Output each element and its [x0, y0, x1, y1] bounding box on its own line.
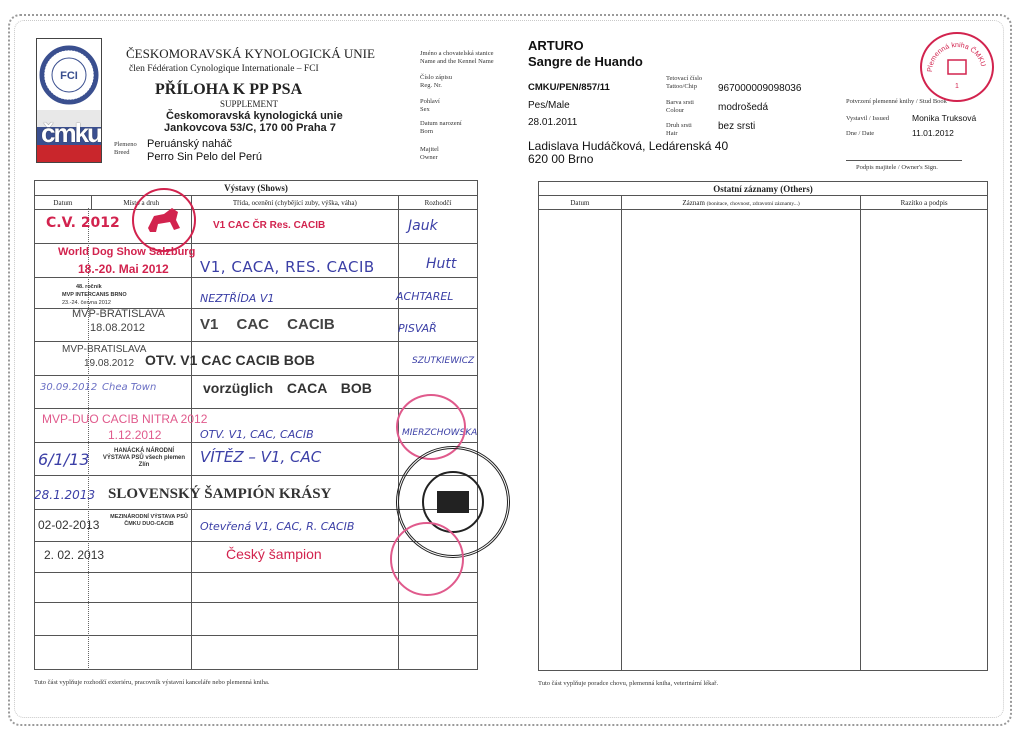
fci-member: člen Fédération Cynologique Internationale – FCI	[129, 64, 319, 74]
entry-3-date: 48. ročník	[76, 284, 102, 290]
shows-caption: Výstavy (Shows)	[35, 181, 478, 196]
cmku-fci-logo	[36, 38, 100, 162]
entry-4-place: 18.08.2012	[90, 322, 146, 334]
entry-5-class: OTV. V1 CAC CACIB BOB	[145, 352, 315, 368]
entry-7-place: 1.12.2012	[108, 428, 162, 442]
breed-label-en: Breed	[114, 149, 130, 156]
owner-line-2: 620 00 Brno	[528, 152, 594, 166]
col-class: Třída, ocenění (chybějící zuby, výška, váha)	[191, 195, 398, 210]
dog-name: ARTURO	[528, 38, 584, 53]
entry-5-judge: SZUTKIEWICZ	[412, 356, 475, 366]
breed-cz: Peruánský naháč	[147, 138, 232, 150]
entry-7-date: MVP-DUO CACIB NITRA 2012	[42, 412, 208, 426]
entry-11-date: 2. 02. 2013	[44, 548, 105, 562]
stud-issued-by: Monika Truksová	[912, 113, 977, 123]
entry-3-place: MVP INTERCANIS BRNO	[62, 292, 127, 298]
pink-champion-stamp	[390, 522, 464, 596]
entry-9-date: 28.1.2013	[34, 488, 96, 502]
dog-sex: Pes/Male	[528, 100, 570, 111]
stud-book-stamp	[920, 32, 994, 102]
colour-label-en: Colour	[666, 107, 685, 114]
tattoo-label-en: Tattoo/Chip	[666, 83, 697, 90]
svg-text:Plemenná kniha ČMKU	[927, 42, 986, 72]
name-label-en: Name and the Kennel Name	[420, 58, 494, 65]
col-place: Místo a druh	[91, 195, 191, 210]
shows-row-class	[191, 573, 398, 602]
name-label-cz: Jméno a chovatelská stanice	[420, 50, 494, 57]
colour-label-cz: Barva srsti	[666, 99, 694, 106]
entry-4-judge: PISVAŘ	[398, 322, 437, 335]
stud-stamp-text: Plemenná kniha ČMKU	[926, 42, 987, 73]
entry-10-date: 02-02-2013	[38, 518, 100, 532]
shows-row-judge	[399, 602, 478, 636]
sex-label-cz: Pohlaví	[420, 98, 440, 105]
others-col-date: Datum	[539, 196, 622, 210]
stud-stamp-num: 1	[955, 83, 959, 90]
shows-row-class	[191, 602, 398, 636]
breed-label-cz: Plemeno	[114, 141, 137, 148]
entry-4-class: V1 CAC CACIB	[200, 316, 335, 333]
others-table	[538, 181, 988, 671]
stamp-emblem-icon	[922, 34, 992, 100]
owner-line-1: Ladislava Hudáčková, Ledárenská 40	[528, 139, 729, 153]
breed-en: Perro Sin Pelo del Perú	[147, 151, 262, 163]
entry-7-judge: MIERZCHOWSKA	[402, 428, 478, 438]
page-title: PŘÍLOHA K PP PSA	[155, 81, 303, 98]
cv-stamp	[132, 188, 196, 252]
entry-2-judge: Hutt	[426, 256, 457, 272]
entry-10-class: Otevřená V1, CAC, R. CACIB	[200, 520, 355, 533]
entry-6-class: vorzüglich CACA BOB	[203, 380, 372, 396]
others-col-record-label: Záznam	[682, 198, 705, 207]
shows-row	[35, 573, 192, 602]
org-name: ČESKOMORAVSKÁ KYNOLOGICKÁ UNIE	[126, 46, 375, 61]
shows-row	[35, 636, 192, 670]
tattoo-label-cz: Tetovací číslo	[666, 75, 703, 82]
others-cell-record	[621, 210, 860, 671]
entry-5-place: 19.08.2012	[84, 358, 135, 369]
owner-label-cz: Majitel	[420, 146, 439, 153]
entry-2-date: World Dog Show Salzburg	[58, 246, 196, 258]
stud-date: 11.01.2012	[912, 128, 954, 138]
entry-10-place: MEZINÁRODNÍ VÝSTAVA PSŮ ČMKU DUO-CACIB	[110, 514, 188, 527]
stud-date-label: Dne / Date	[846, 130, 875, 137]
owner-sign-label: Podpis majitele / Owner's Sign.	[856, 164, 938, 171]
org-address-2: Jankovcova 53/C, 170 00 Praha 7	[164, 122, 336, 134]
date-place-divider	[88, 208, 89, 670]
dog-colour: modrošedá	[718, 102, 769, 113]
fci-emblem-icon	[37, 39, 101, 111]
entry-3-judge: ACHTAREL	[396, 290, 454, 303]
chip-no: 967000009098036	[718, 83, 802, 94]
fci-center-text: FCI	[60, 70, 78, 82]
reg-label-cz: Číslo zápisu	[420, 74, 452, 81]
entry-8-date: 6/1/13	[38, 450, 90, 469]
others-col-stamp: Razítko a podpis	[861, 196, 988, 210]
col-date: Datum	[35, 195, 92, 210]
shows-footer: Tuto část vyplňuje rozhodčí exteriéru, pracovník výstavní kanceláře nebo plemenná kniha.	[34, 679, 270, 686]
sex-label-en: Sex	[420, 106, 430, 113]
entry-8-class: VÍTĚZ – V1, CAC	[200, 448, 322, 466]
org-address-1: Českomoravská kynologická unie	[166, 110, 343, 122]
reg-label-en: Reg. Nr.	[420, 82, 442, 89]
dog-kennel: Sangre de Huando	[528, 54, 643, 69]
owner-sign-line	[846, 160, 962, 161]
col-judge: Rozhodčí	[399, 195, 478, 210]
born-label-en: Born	[420, 128, 433, 135]
others-cell-stamp	[861, 210, 988, 671]
hair-label-cz: Druh srsti	[666, 122, 692, 129]
shows-row	[35, 602, 192, 636]
born-label-cz: Datum narození	[420, 120, 462, 127]
shows-row-class	[191, 636, 398, 670]
shows-row-judge	[399, 636, 478, 670]
dog-icon	[134, 190, 194, 250]
entry-6-place: Chea Town	[102, 382, 157, 393]
entry-1-class: V1 CAC ČR Res. CACIB	[213, 220, 326, 231]
stud-confirm-label: Potvrzení plemenné knihy / Stud Book	[846, 98, 947, 105]
dog-born: 28.01.2011	[528, 117, 578, 128]
reg-no: CMKU/PEN/857/11	[528, 82, 610, 93]
others-caption: Ostatní záznamy (Others)	[539, 182, 988, 196]
cmku-logo-text: čmku	[41, 118, 101, 148]
entry-5-date: MVP-BRATISLAVA	[62, 344, 147, 355]
others-footer: Tuto část vyplňuje poradce chovu, plemenná kniha, veterinární lékař.	[538, 680, 719, 687]
owner-label-en: Owner	[420, 154, 438, 161]
stud-issued-label: Vystavil / Issued	[846, 115, 889, 122]
others-col-record	[621, 196, 860, 210]
entry-1-judge: Jauk	[408, 218, 438, 234]
hair-label-en: Hair	[666, 130, 678, 137]
entry-4-date: MVP-BRATISLAVA	[72, 308, 165, 320]
entry-7-class: OTV. V1, CAC, CACIB	[200, 428, 314, 441]
dog-hair: bez srsti	[718, 121, 756, 132]
others-col-record-note: (bonitace, chovnost, zdravotní záznamy...)	[706, 200, 800, 207]
entry-8-place: HANÁCKÁ NÁRODNÍ VÝSTAVA PSŮ všech plemen Zlín	[102, 448, 186, 468]
others-cell-date	[539, 210, 622, 671]
page-subtitle: SUPPLEMENT	[220, 99, 279, 109]
entry-11-class: Český šampion	[226, 546, 322, 562]
entry-2-place: 18.-20. Mai 2012	[78, 262, 169, 276]
entry-9-class: SLOVENSKÝ ŠAMPIÓN KRÁSY	[108, 486, 332, 502]
entry-3-class: NEZTŘÍDA V1	[200, 292, 275, 305]
entry-3-extra: 23.-24. června 2012	[62, 300, 111, 306]
entry-1-date: C.V. 2012	[46, 215, 120, 231]
entry-6-date: 30.09.2012	[40, 382, 98, 393]
entry-2-class: V1, CACA, RES. CACIB	[200, 258, 375, 276]
